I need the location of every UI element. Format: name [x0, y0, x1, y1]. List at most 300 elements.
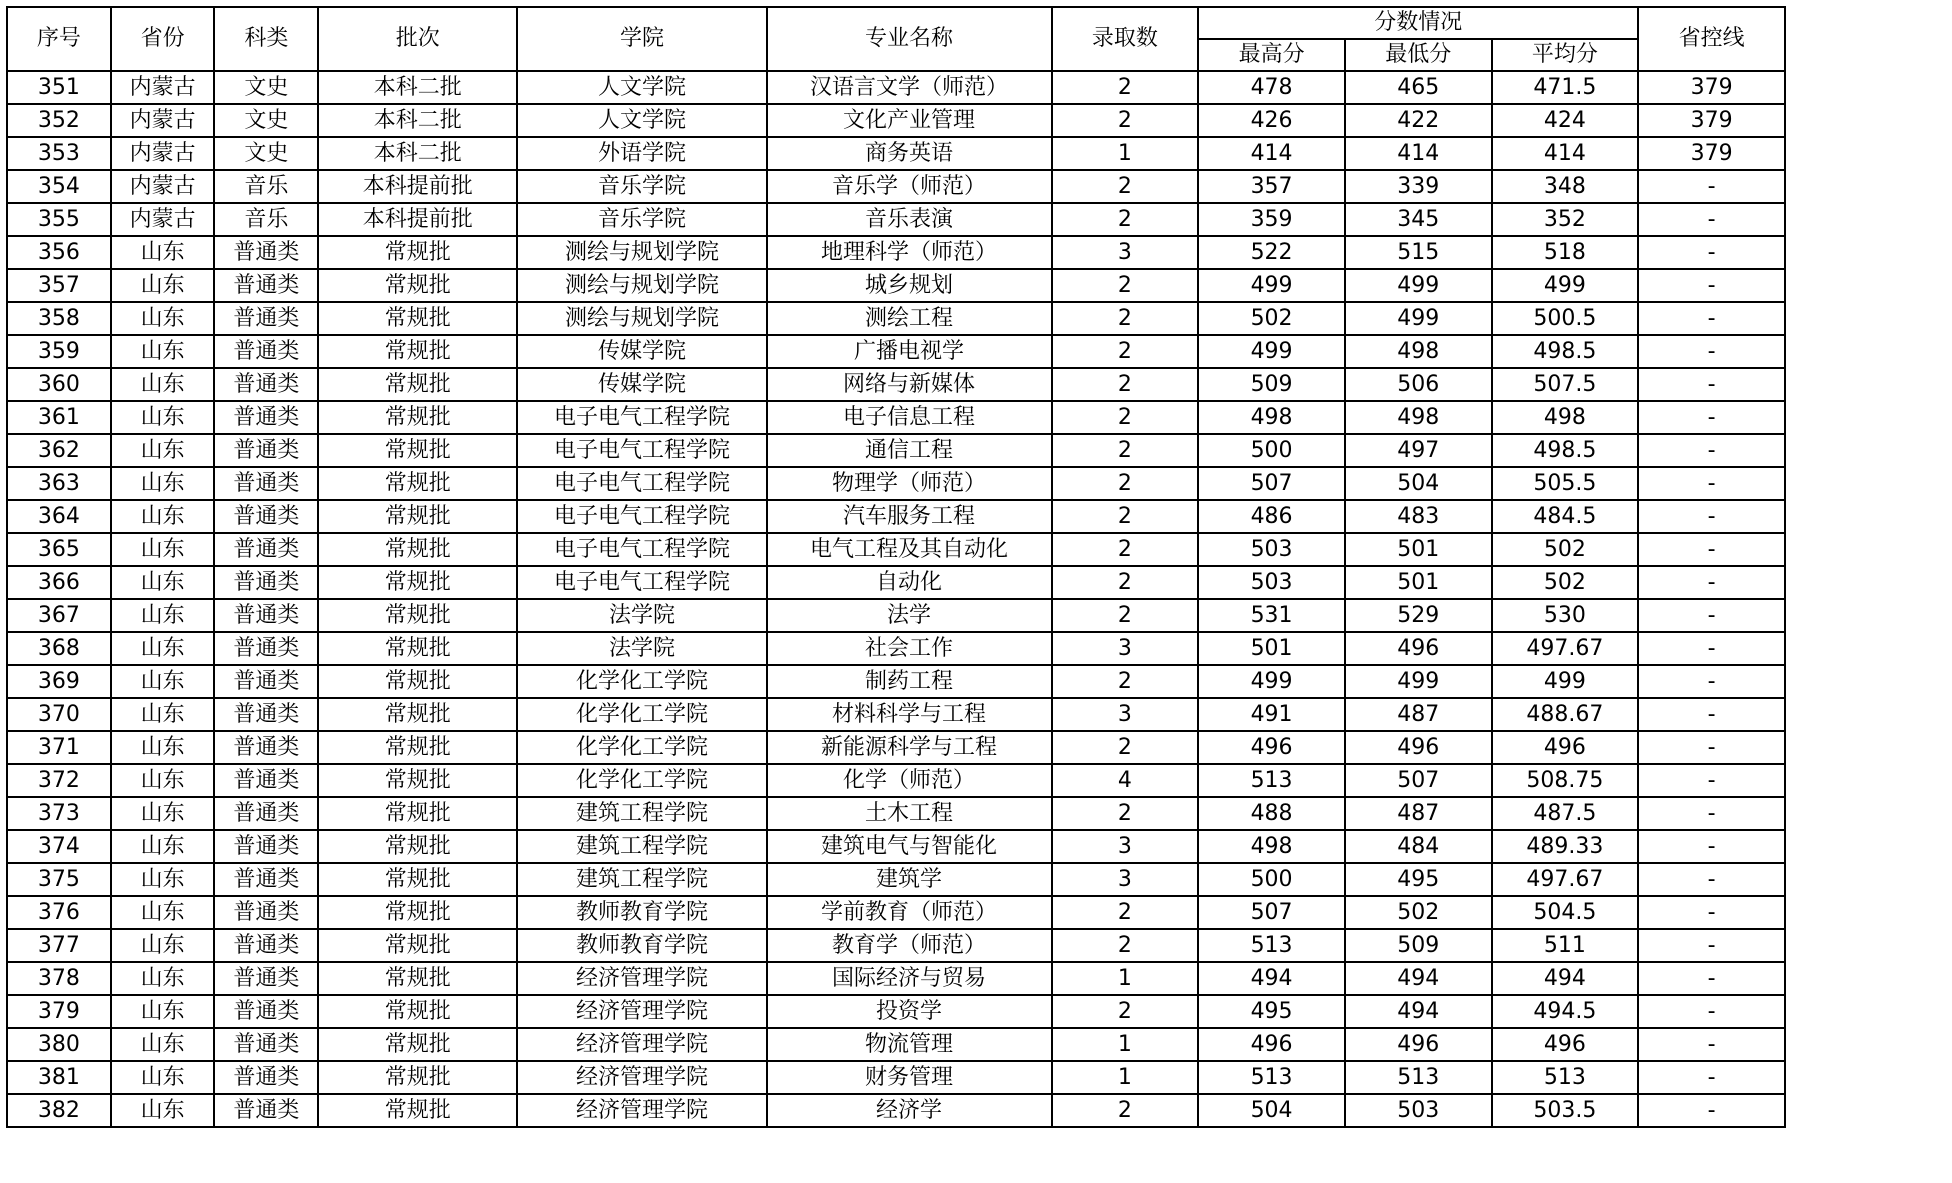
province-cell: 山东	[111, 632, 215, 665]
batch-cell: 常规批	[318, 995, 517, 1028]
province-cell: 内蒙古	[111, 170, 215, 203]
admitted-cell: 3	[1052, 863, 1199, 896]
seq-cell: 369	[7, 665, 111, 698]
control-line-cell: -	[1638, 170, 1785, 203]
province-cell: 山东	[111, 1061, 215, 1094]
category-cell: 普通类	[214, 1094, 318, 1127]
seq-cell: 358	[7, 302, 111, 335]
province-cell: 山东	[111, 434, 215, 467]
header-province: 省份	[111, 7, 215, 71]
batch-cell: 常规批	[318, 368, 517, 401]
batch-cell: 常规批	[318, 335, 517, 368]
major-cell: 国际经济与贸易	[767, 962, 1052, 995]
major-cell: 新能源科学与工程	[767, 731, 1052, 764]
table-row	[7, 863, 1785, 896]
seq-cell: 361	[7, 401, 111, 434]
category-cell: 文史	[214, 71, 318, 104]
min-score-cell: 499	[1345, 665, 1492, 698]
province-cell: 山东	[111, 302, 215, 335]
admitted-cell: 2	[1052, 896, 1199, 929]
table-row	[7, 500, 1785, 533]
seq-cell: 379	[7, 995, 111, 1028]
province-cell: 山东	[111, 995, 215, 1028]
min-score-cell: 498	[1345, 401, 1492, 434]
batch-cell: 常规批	[318, 236, 517, 269]
admitted-cell: 2	[1052, 104, 1199, 137]
province-cell: 山东	[111, 830, 215, 863]
control-line-cell: 379	[1638, 71, 1785, 104]
table-row	[7, 104, 1785, 137]
max-score-cell: 498	[1198, 830, 1345, 863]
min-score-cell: 498	[1345, 335, 1492, 368]
admitted-cell: 2	[1052, 368, 1199, 401]
control-line-cell: -	[1638, 797, 1785, 830]
college-cell: 外语学院	[517, 137, 766, 170]
seq-cell: 371	[7, 731, 111, 764]
batch-cell: 常规批	[318, 566, 517, 599]
province-cell: 山东	[111, 896, 215, 929]
major-cell: 化学（师范）	[767, 764, 1052, 797]
min-score-cell: 501	[1345, 533, 1492, 566]
control-line-cell: -	[1638, 566, 1785, 599]
avg-score-cell: 352	[1492, 203, 1639, 236]
avg-score-cell: 498.5	[1492, 434, 1639, 467]
seq-cell: 363	[7, 467, 111, 500]
max-score-cell: 503	[1198, 533, 1345, 566]
batch-cell: 常规批	[318, 731, 517, 764]
college-cell: 音乐学院	[517, 203, 766, 236]
min-score-cell: 339	[1345, 170, 1492, 203]
college-cell: 化学化工学院	[517, 764, 766, 797]
batch-cell: 常规批	[318, 401, 517, 434]
college-cell: 经济管理学院	[517, 995, 766, 1028]
province-cell: 山东	[111, 698, 215, 731]
avg-score-cell: 496	[1492, 1028, 1639, 1061]
control-line-cell: -	[1638, 830, 1785, 863]
header-admitted: 录取数	[1052, 7, 1199, 71]
admitted-cell: 2	[1052, 797, 1199, 830]
admitted-cell: 2	[1052, 1094, 1199, 1127]
college-cell: 传媒学院	[517, 335, 766, 368]
table-row	[7, 731, 1785, 764]
control-line-cell: -	[1638, 236, 1785, 269]
max-score-cell: 359	[1198, 203, 1345, 236]
major-cell: 通信工程	[767, 434, 1052, 467]
college-cell: 电子电气工程学院	[517, 533, 766, 566]
min-score-cell: 501	[1345, 566, 1492, 599]
major-cell: 城乡规划	[767, 269, 1052, 302]
province-cell: 山东	[111, 797, 215, 830]
batch-cell: 常规批	[318, 896, 517, 929]
min-score-cell: 487	[1345, 797, 1492, 830]
avg-score-cell: 498	[1492, 401, 1639, 434]
category-cell: 普通类	[214, 302, 318, 335]
major-cell: 经济学	[767, 1094, 1052, 1127]
control-line-cell: -	[1638, 995, 1785, 1028]
avg-score-cell: 498.5	[1492, 335, 1639, 368]
batch-cell: 常规批	[318, 764, 517, 797]
seq-cell: 368	[7, 632, 111, 665]
control-line-cell: -	[1638, 500, 1785, 533]
max-score-cell: 513	[1198, 929, 1345, 962]
seq-cell: 354	[7, 170, 111, 203]
college-cell: 电子电气工程学院	[517, 434, 766, 467]
province-cell: 内蒙古	[111, 203, 215, 236]
max-score-cell: 496	[1198, 731, 1345, 764]
college-cell: 建筑工程学院	[517, 830, 766, 863]
avg-score-cell: 499	[1492, 269, 1639, 302]
major-cell: 音乐学（师范）	[767, 170, 1052, 203]
admitted-cell: 3	[1052, 698, 1199, 731]
min-score-cell: 483	[1345, 500, 1492, 533]
header-row-1	[7, 7, 1785, 39]
header-score-group: 分数情况	[1198, 7, 1638, 39]
batch-cell: 本科提前批	[318, 203, 517, 236]
seq-cell: 378	[7, 962, 111, 995]
seq-cell: 362	[7, 434, 111, 467]
seq-cell: 351	[7, 71, 111, 104]
table-row	[7, 632, 1785, 665]
category-cell: 普通类	[214, 929, 318, 962]
province-cell: 山东	[111, 1094, 215, 1127]
control-line-cell: -	[1638, 368, 1785, 401]
category-cell: 普通类	[214, 533, 318, 566]
avg-score-cell: 502	[1492, 533, 1639, 566]
province-cell: 山东	[111, 401, 215, 434]
min-score-cell: 422	[1345, 104, 1492, 137]
avg-score-cell: 489.33	[1492, 830, 1639, 863]
province-cell: 山东	[111, 599, 215, 632]
major-cell: 社会工作	[767, 632, 1052, 665]
college-cell: 测绘与规划学院	[517, 236, 766, 269]
avg-score-cell: 348	[1492, 170, 1639, 203]
admitted-cell: 2	[1052, 533, 1199, 566]
batch-cell: 常规批	[318, 533, 517, 566]
major-cell: 自动化	[767, 566, 1052, 599]
table-row	[7, 434, 1785, 467]
province-cell: 内蒙古	[111, 137, 215, 170]
seq-cell: 355	[7, 203, 111, 236]
batch-cell: 常规批	[318, 797, 517, 830]
seq-cell: 376	[7, 896, 111, 929]
control-line-cell: -	[1638, 731, 1785, 764]
major-cell: 材料科学与工程	[767, 698, 1052, 731]
college-cell: 教师教育学院	[517, 929, 766, 962]
avg-score-cell: 414	[1492, 137, 1639, 170]
major-cell: 物理学（师范）	[767, 467, 1052, 500]
province-cell: 山东	[111, 863, 215, 896]
max-score-cell: 500	[1198, 434, 1345, 467]
control-line-cell: -	[1638, 302, 1785, 335]
major-cell: 投资学	[767, 995, 1052, 1028]
college-cell: 经济管理学院	[517, 1094, 766, 1127]
control-line-cell: -	[1638, 896, 1785, 929]
max-score-cell: 507	[1198, 467, 1345, 500]
table-row	[7, 599, 1785, 632]
major-cell: 财务管理	[767, 1061, 1052, 1094]
category-cell: 普通类	[214, 632, 318, 665]
major-cell: 商务英语	[767, 137, 1052, 170]
avg-score-cell: 497.67	[1492, 632, 1639, 665]
control-line-cell: -	[1638, 929, 1785, 962]
table-row	[7, 335, 1785, 368]
college-cell: 音乐学院	[517, 170, 766, 203]
control-line-cell: 379	[1638, 137, 1785, 170]
header-category: 科类	[214, 7, 318, 71]
province-cell: 山东	[111, 665, 215, 698]
college-cell: 测绘与规划学院	[517, 302, 766, 335]
batch-cell: 常规批	[318, 302, 517, 335]
admitted-cell: 2	[1052, 71, 1199, 104]
max-score-cell: 522	[1198, 236, 1345, 269]
major-cell: 广播电视学	[767, 335, 1052, 368]
max-score-cell: 501	[1198, 632, 1345, 665]
seq-cell: 364	[7, 500, 111, 533]
table-row	[7, 368, 1785, 401]
control-line-cell: 379	[1638, 104, 1785, 137]
admitted-cell: 1	[1052, 1061, 1199, 1094]
category-cell: 普通类	[214, 1028, 318, 1061]
table-row	[7, 566, 1785, 599]
batch-cell: 常规批	[318, 1094, 517, 1127]
seq-cell: 372	[7, 764, 111, 797]
header-control-line: 省控线	[1638, 7, 1785, 71]
category-cell: 普通类	[214, 995, 318, 1028]
major-cell: 建筑电气与智能化	[767, 830, 1052, 863]
max-score-cell: 491	[1198, 698, 1345, 731]
max-score-cell: 500	[1198, 863, 1345, 896]
avg-score-cell: 487.5	[1492, 797, 1639, 830]
table-row	[7, 1094, 1785, 1127]
admission-table-container	[6, 6, 1786, 1128]
avg-score-cell: 488.67	[1492, 698, 1639, 731]
max-score-cell: 499	[1198, 335, 1345, 368]
major-cell: 电子信息工程	[767, 401, 1052, 434]
batch-cell: 本科二批	[318, 137, 517, 170]
min-score-cell: 515	[1345, 236, 1492, 269]
batch-cell: 常规批	[318, 1061, 517, 1094]
min-score-cell: 504	[1345, 467, 1492, 500]
college-cell: 传媒学院	[517, 368, 766, 401]
table-row	[7, 71, 1785, 104]
table-row	[7, 797, 1785, 830]
avg-score-cell: 503.5	[1492, 1094, 1639, 1127]
major-cell: 网络与新媒体	[767, 368, 1052, 401]
control-line-cell: -	[1638, 467, 1785, 500]
control-line-cell: -	[1638, 764, 1785, 797]
category-cell: 普通类	[214, 269, 318, 302]
batch-cell: 常规批	[318, 665, 517, 698]
header-college: 学院	[517, 7, 766, 71]
max-score-cell: 513	[1198, 764, 1345, 797]
avg-score-cell: 508.75	[1492, 764, 1639, 797]
batch-cell: 常规批	[318, 1028, 517, 1061]
college-cell: 经济管理学院	[517, 1028, 766, 1061]
table-row	[7, 698, 1785, 731]
major-cell: 电气工程及其自动化	[767, 533, 1052, 566]
max-score-cell: 357	[1198, 170, 1345, 203]
seq-cell: 366	[7, 566, 111, 599]
category-cell: 音乐	[214, 203, 318, 236]
max-score-cell: 414	[1198, 137, 1345, 170]
category-cell: 普通类	[214, 698, 318, 731]
category-cell: 文史	[214, 137, 318, 170]
max-score-cell: 531	[1198, 599, 1345, 632]
province-cell: 山东	[111, 269, 215, 302]
min-score-cell: 345	[1345, 203, 1492, 236]
batch-cell: 常规批	[318, 632, 517, 665]
control-line-cell: -	[1638, 632, 1785, 665]
admitted-cell: 2	[1052, 929, 1199, 962]
seq-cell: 360	[7, 368, 111, 401]
control-line-cell: -	[1638, 665, 1785, 698]
min-score-cell: 496	[1345, 1028, 1492, 1061]
min-score-cell: 513	[1345, 1061, 1492, 1094]
province-cell: 山东	[111, 236, 215, 269]
college-cell: 经济管理学院	[517, 962, 766, 995]
admitted-cell: 2	[1052, 995, 1199, 1028]
seq-cell: 381	[7, 1061, 111, 1094]
avg-score-cell: 494	[1492, 962, 1639, 995]
province-cell: 山东	[111, 962, 215, 995]
max-score-cell: 488	[1198, 797, 1345, 830]
admitted-cell: 2	[1052, 401, 1199, 434]
avg-score-cell: 530	[1492, 599, 1639, 632]
province-cell: 山东	[111, 1028, 215, 1061]
avg-score-cell: 504.5	[1492, 896, 1639, 929]
batch-cell: 常规批	[318, 434, 517, 467]
min-score-cell: 414	[1345, 137, 1492, 170]
max-score-cell: 495	[1198, 995, 1345, 1028]
category-cell: 普通类	[214, 434, 318, 467]
category-cell: 普通类	[214, 1061, 318, 1094]
admitted-cell: 2	[1052, 599, 1199, 632]
major-cell: 汉语言文学（师范）	[767, 71, 1052, 104]
admitted-cell: 3	[1052, 632, 1199, 665]
control-line-cell: -	[1638, 533, 1785, 566]
admitted-cell: 3	[1052, 830, 1199, 863]
major-cell: 文化产业管理	[767, 104, 1052, 137]
table-row	[7, 137, 1785, 170]
avg-score-cell: 511	[1492, 929, 1639, 962]
category-cell: 普通类	[214, 566, 318, 599]
max-score-cell: 496	[1198, 1028, 1345, 1061]
major-cell: 制药工程	[767, 665, 1052, 698]
min-score-cell: 503	[1345, 1094, 1492, 1127]
control-line-cell: -	[1638, 1061, 1785, 1094]
category-cell: 音乐	[214, 170, 318, 203]
table-row	[7, 170, 1785, 203]
province-cell: 内蒙古	[111, 104, 215, 137]
control-line-cell: -	[1638, 401, 1785, 434]
province-cell: 山东	[111, 731, 215, 764]
header-seq: 序号	[7, 7, 111, 71]
category-cell: 普通类	[214, 335, 318, 368]
batch-cell: 常规批	[318, 929, 517, 962]
college-cell: 化学化工学院	[517, 665, 766, 698]
avg-score-cell: 518	[1492, 236, 1639, 269]
batch-cell: 常规批	[318, 467, 517, 500]
admitted-cell: 3	[1052, 236, 1199, 269]
admitted-cell: 2	[1052, 335, 1199, 368]
category-cell: 普通类	[214, 863, 318, 896]
min-score-cell: 465	[1345, 71, 1492, 104]
admitted-cell: 2	[1052, 467, 1199, 500]
seq-cell: 377	[7, 929, 111, 962]
min-score-cell: 496	[1345, 731, 1492, 764]
college-cell: 化学化工学院	[517, 731, 766, 764]
table-row	[7, 533, 1785, 566]
min-score-cell: 487	[1345, 698, 1492, 731]
admitted-cell: 2	[1052, 500, 1199, 533]
major-cell: 土木工程	[767, 797, 1052, 830]
avg-score-cell: 494.5	[1492, 995, 1639, 1028]
seq-cell: 356	[7, 236, 111, 269]
avg-score-cell: 513	[1492, 1061, 1639, 1094]
admitted-cell: 2	[1052, 302, 1199, 335]
max-score-cell: 509	[1198, 368, 1345, 401]
table-row	[7, 665, 1785, 698]
batch-cell: 本科提前批	[318, 170, 517, 203]
control-line-cell: -	[1638, 1028, 1785, 1061]
seq-cell: 373	[7, 797, 111, 830]
province-cell: 内蒙古	[111, 71, 215, 104]
admitted-cell: 1	[1052, 962, 1199, 995]
max-score-cell: 499	[1198, 665, 1345, 698]
min-score-cell: 499	[1345, 302, 1492, 335]
avg-score-cell: 499	[1492, 665, 1639, 698]
min-score-cell: 499	[1345, 269, 1492, 302]
admitted-cell: 1	[1052, 137, 1199, 170]
avg-score-cell: 505.5	[1492, 467, 1639, 500]
admitted-cell: 2	[1052, 434, 1199, 467]
major-cell: 建筑学	[767, 863, 1052, 896]
seq-cell: 353	[7, 137, 111, 170]
province-cell: 山东	[111, 368, 215, 401]
seq-cell: 382	[7, 1094, 111, 1127]
college-cell: 电子电气工程学院	[517, 566, 766, 599]
table-row	[7, 1028, 1785, 1061]
max-score-cell: 499	[1198, 269, 1345, 302]
max-score-cell: 502	[1198, 302, 1345, 335]
min-score-cell: 509	[1345, 929, 1492, 962]
table-row	[7, 830, 1785, 863]
province-cell: 山东	[111, 929, 215, 962]
min-score-cell: 495	[1345, 863, 1492, 896]
admitted-cell: 4	[1052, 764, 1199, 797]
college-cell: 人文学院	[517, 71, 766, 104]
province-cell: 山东	[111, 500, 215, 533]
major-cell: 教育学（师范）	[767, 929, 1052, 962]
province-cell: 山东	[111, 467, 215, 500]
table-row	[7, 929, 1785, 962]
header-avg-score: 平均分	[1492, 39, 1639, 71]
seq-cell: 380	[7, 1028, 111, 1061]
seq-cell: 365	[7, 533, 111, 566]
batch-cell: 常规批	[318, 698, 517, 731]
seq-cell: 370	[7, 698, 111, 731]
college-cell: 经济管理学院	[517, 1061, 766, 1094]
province-cell: 山东	[111, 533, 215, 566]
college-cell: 人文学院	[517, 104, 766, 137]
province-cell: 山东	[111, 335, 215, 368]
admitted-cell: 2	[1052, 269, 1199, 302]
max-score-cell: 486	[1198, 500, 1345, 533]
min-score-cell: 494	[1345, 962, 1492, 995]
major-cell: 汽车服务工程	[767, 500, 1052, 533]
control-line-cell: -	[1638, 434, 1785, 467]
major-cell: 测绘工程	[767, 302, 1052, 335]
